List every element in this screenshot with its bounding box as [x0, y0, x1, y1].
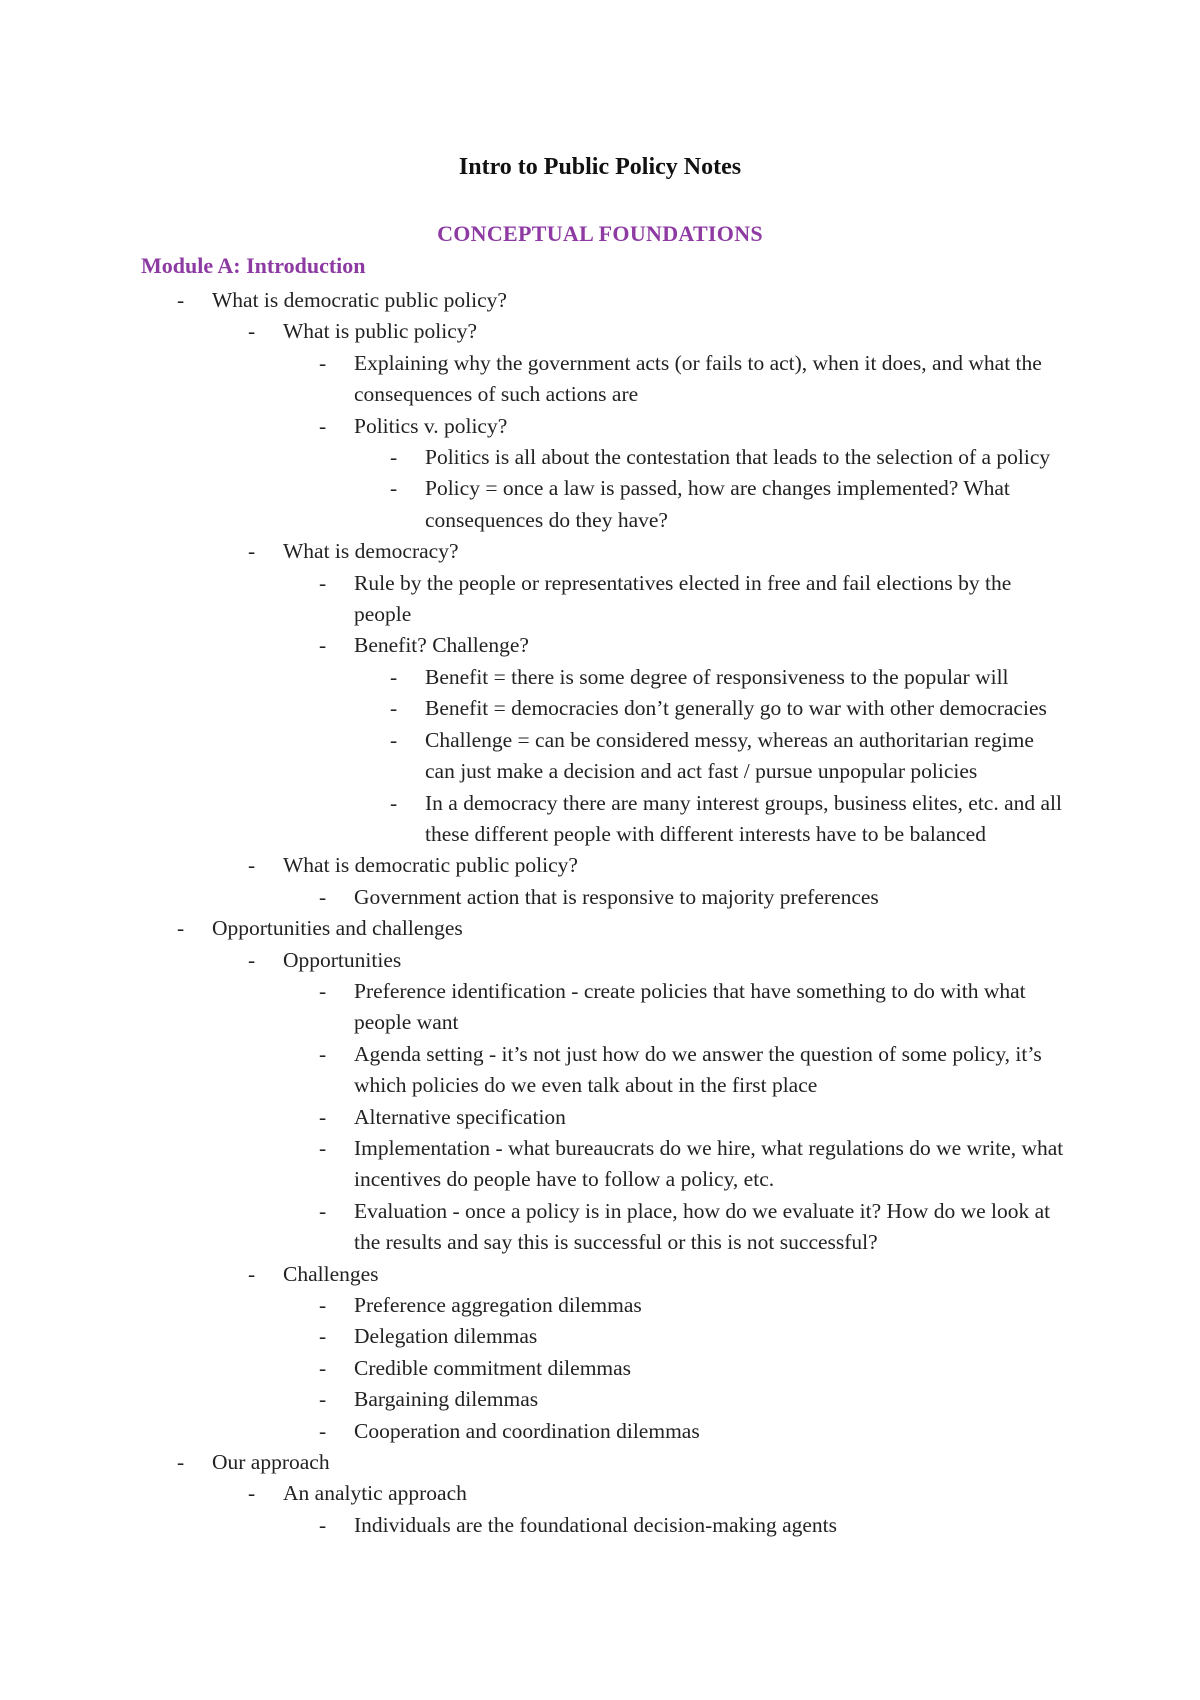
outline-item — [0, 662, 1065, 693]
outline-item — [0, 1196, 1066, 1259]
bullet-dash: - — [248, 853, 256, 878]
outline-item — [0, 1447, 1072, 1478]
bullet-dash: - — [319, 1387, 327, 1412]
notes-outline — [0, 285, 1200, 1541]
bullet-dash: - — [248, 1481, 256, 1506]
outline-item — [0, 913, 1072, 944]
outline-item-text: Rule by the people or representatives elected in free and fail elections by the people — [354, 570, 1012, 627]
outline-item — [0, 473, 1065, 536]
outline-item — [0, 725, 1065, 788]
outline-item — [0, 1039, 1066, 1102]
outline-item — [0, 285, 1072, 316]
module-heading: Module A: Introduction — [141, 253, 366, 278]
bullet-dash: - — [248, 539, 256, 564]
outline-item — [0, 411, 1066, 442]
outline-item-text: Opportunities and challenges — [212, 916, 463, 941]
outline-item — [0, 1478, 1072, 1509]
outline-item — [0, 976, 1066, 1039]
outline-item-text: Benefit? Challenge? — [354, 633, 529, 658]
outline-item-text: Explaining why the government acts (or fails to act), when it does, and what the consequences of such actions are — [354, 350, 1042, 407]
bullet-dash: - — [177, 288, 185, 312]
outline-item-text: What is democratic public policy? — [283, 853, 578, 878]
outline-item — [0, 1353, 1066, 1384]
bullet-dash: - — [390, 476, 398, 501]
bullet-dash: - — [248, 319, 256, 344]
outline-item-text: What is democratic public policy? — [212, 288, 507, 312]
bullet-dash: - — [319, 1293, 327, 1317]
outline-item-text: Preference aggregation dilemmas — [354, 1293, 642, 1317]
bullet-dash: - — [319, 1198, 327, 1223]
bullet-dash: - — [319, 413, 327, 438]
outline-item — [0, 1290, 1066, 1321]
outline-item — [0, 1102, 1066, 1133]
bullet-dash: - — [319, 1418, 327, 1443]
outline-item — [0, 693, 1065, 724]
outline-item-text: What is democracy? — [283, 539, 459, 564]
outline-item-text: Alternative specification — [354, 1104, 566, 1129]
outline-item — [0, 1416, 1066, 1447]
bullet-dash: - — [319, 1512, 327, 1537]
bullet-dash: - — [319, 570, 327, 595]
bullet-dash: - — [319, 350, 327, 375]
outline-item-text: Individuals are the foundational decision-making agents — [354, 1512, 838, 1537]
outline-item — [0, 536, 1072, 567]
outline-item — [0, 1384, 1066, 1415]
bullet-dash: - — [319, 884, 327, 909]
bullet-dash: - — [177, 1450, 185, 1475]
outline-item — [0, 316, 1072, 347]
outline-item — [0, 882, 1066, 913]
bullet-dash: - — [248, 1261, 256, 1286]
outline-item-text: Opportunities — [283, 947, 402, 972]
bullet-dash: - — [390, 790, 398, 815]
bullet-dash: - — [390, 664, 398, 689]
bullet-dash: - — [319, 1135, 327, 1160]
outline-item-text: Cooperation and coordination dilemmas — [354, 1418, 700, 1443]
outline-item — [0, 788, 1065, 851]
outline-item-text: Government action that is responsive to majority preferences — [354, 884, 879, 909]
outline-item-text: Politics is all about the contestation that leads to the selection of a policy — [425, 445, 1051, 470]
outline-item-text: In a democracy there are many interest groups, business elites, etc. and all these different people with different interests have to be balanced — [425, 790, 1063, 846]
bullet-dash: - — [319, 633, 327, 658]
bullet-dash: - — [177, 916, 185, 941]
bullet-dash: - — [319, 978, 327, 1003]
outline-item — [0, 348, 1066, 411]
outline-item — [0, 945, 1072, 976]
outline-item-text: Bargaining dilemmas — [354, 1387, 539, 1412]
outline-item-text: Implementation - what bureaucrats do we hire, what regulations do we write, what incentives do people have to follow a policy, etc. — [354, 1135, 1064, 1192]
outline-item — [0, 1259, 1072, 1290]
outline-item-text: Evaluation - once a policy is in place, how do we evaluate it? How do we look at the results and say this is successful or this is not successful? — [354, 1198, 1051, 1255]
outline-item — [0, 1133, 1066, 1196]
section-heading: CONCEPTUAL FOUNDATIONS — [437, 221, 763, 246]
outline-item-text: Challenge = can be considered messy, whereas an authoritarian regime can just make a decision and act fast / pursue unpopular policies — [425, 727, 1034, 784]
outline-item-text: Preference identification - create policies that have something to do with what people want — [354, 978, 1026, 1035]
outline-item — [0, 568, 1066, 631]
outline-item-text: Benefit = there is some degree of responsiveness to the popular will — [425, 664, 1009, 689]
outline-item-text: An analytic approach — [283, 1481, 467, 1506]
outline-item-text: Politics v. policy? — [354, 413, 508, 438]
outline-item-text: Credible commitment dilemmas — [354, 1355, 632, 1380]
outline-item — [0, 1321, 1066, 1352]
bullet-dash: - — [248, 947, 256, 972]
outline-item-text: Benefit = democracies don’t generally go to war with other democracies — [425, 696, 1047, 721]
outline-item — [0, 1510, 1066, 1541]
bullet-dash: - — [390, 696, 398, 721]
outline-item-text: Agenda setting - it’s not just how do we answer the question of some policy, it’s which policies do we even talk about in the first place — [354, 1041, 1042, 1098]
outline-item-text: Delegation dilemmas — [354, 1324, 538, 1349]
outline-item — [0, 850, 1072, 881]
outline-item-text: Policy = once a law is passed, how are changes implemented? What consequences do they have? — [425, 476, 1010, 532]
outline-item-text: Our approach — [212, 1450, 330, 1475]
document-title: Intro to Public Policy Notes — [458, 154, 742, 180]
outline-item — [0, 630, 1066, 661]
bullet-dash: - — [390, 727, 398, 752]
bullet-dash: - — [319, 1355, 327, 1380]
bullet-dash: - — [319, 1104, 327, 1129]
outline-item-text: Challenges — [283, 1261, 379, 1286]
outline-item — [0, 442, 1065, 473]
bullet-dash: - — [390, 445, 398, 470]
bullet-dash: - — [319, 1041, 327, 1066]
outline-item-text: What is public policy? — [283, 319, 478, 344]
bullet-dash: - — [319, 1324, 327, 1349]
